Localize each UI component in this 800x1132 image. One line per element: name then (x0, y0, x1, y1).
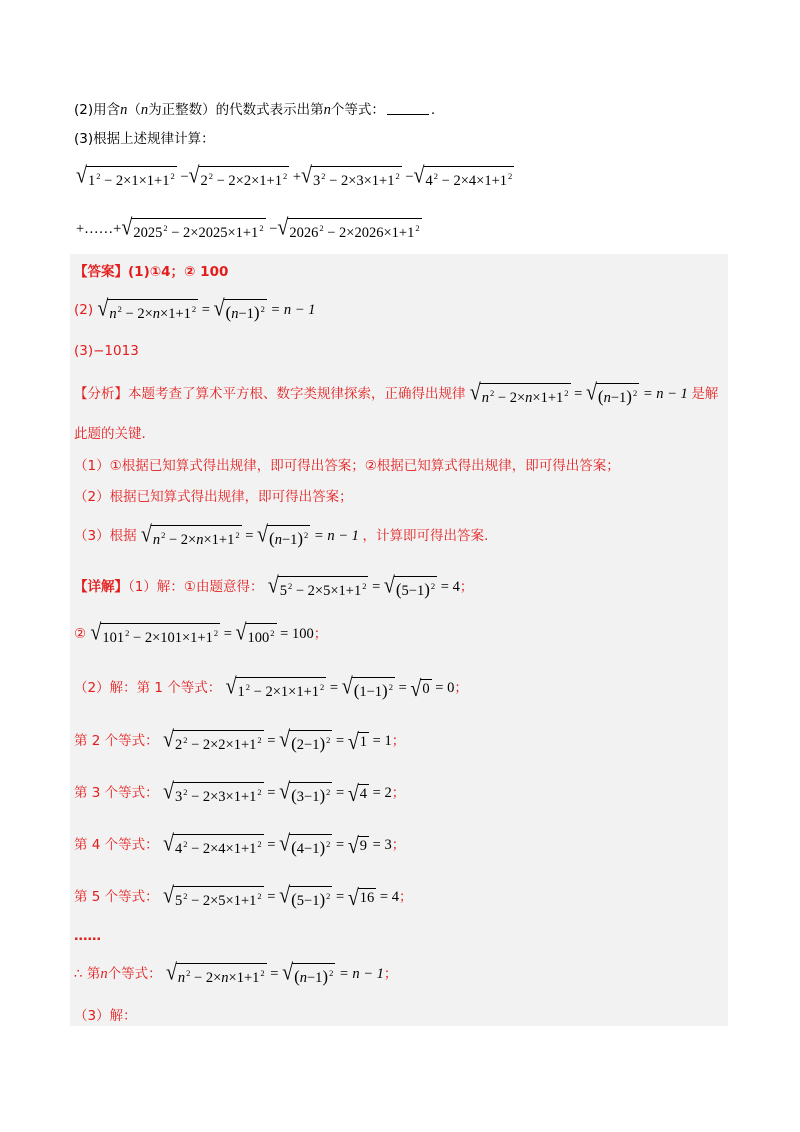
part2-middle: 为正整数）的代数式表示出第 (148, 102, 324, 118)
detail-line-1: 【详解】（1）解：①由题意得： √ $5^2 - 2\times 5\times 1+1^2$ = √ $(5-1)^2$ = 4； (74, 573, 474, 599)
answer-part2-result: = n − 1 (270, 301, 316, 318)
answer-part2-label: (2) (74, 301, 94, 318)
period: . (430, 102, 436, 118)
n-var: n (140, 102, 149, 118)
item3-before: （3）根据 (74, 527, 137, 544)
analysis-label: 【分析】 (74, 385, 128, 402)
n-var: n (120, 102, 128, 118)
semicolon: ； (459, 578, 474, 595)
analysis-item-1: （1）①根据已知算式得出规律，即可得出答案；②根据已知算式得出规律，即可得出答案； (74, 458, 620, 474)
paren-open: （ (127, 102, 141, 118)
n-var: n (100, 965, 108, 982)
eq3-line: 第 3 个等式： √ $3^2 - 2\times 3\times 1+1^2$ = √ $(3-1)^2$ = √ 4 = 2； (74, 779, 406, 807)
dots-line: …… (74, 928, 101, 944)
answer-line-2: (2) √ $n^2 - 2\times n\times 1+1^2$ = √ $(n-1)^2$ = n − 1 (74, 296, 316, 322)
semicolon: ； (391, 784, 406, 801)
detail-label: 【详解】 (74, 578, 128, 595)
eq1-line: （2）解：第 1 个等式： √ $1^2 - 2\times 1\times 1+1^2$ = √ $(1-1)^2$ = √ 0 = 0； (74, 674, 468, 702)
answer-blank (387, 114, 429, 115)
part3-solution-label: （3）解： (74, 1008, 137, 1024)
answer-label: 【答案】 (74, 264, 128, 280)
semicolon: ； (391, 836, 406, 853)
detail-line-2: ② √ $101^2 - 2\times 101\times 1+1^2$ = √ $100^2$ = 100； (74, 620, 328, 646)
n-var: n (323, 102, 331, 118)
eq4-line: 第 4 个等式： √ $4^2 - 2\times 4\times 1+1^2$ = √ $(4-1)^2$ = √ 9 = 3； (74, 831, 406, 859)
eq3-label: 第 3 个等式： (74, 784, 159, 801)
eq5-label: 第 5 个等式： (74, 888, 159, 905)
question-part3: (3)根据上述规律计算： (74, 131, 215, 147)
eq5-line: 第 5 个等式： √ $5^2 - 2\times 5\times 1+1^2$ = √ $(5-1)^2$ = √ 16 = 4； (74, 883, 413, 911)
eq2-label: 第 2 个等式： (74, 732, 159, 749)
semicolon: ； (391, 732, 406, 749)
part2-tail: 个等式： (330, 102, 385, 118)
analysis-text-before: 本题考查了算术平方根、数字类规律探索，正确得出规律 (128, 385, 466, 402)
analysis-text-after: 是解 (691, 385, 719, 402)
eq2-line: 第 2 个等式： √ $2^2 - 2\times 2\times 1+1^2$ = √ $(2-1)^2$ = √ 1 = 1； (74, 727, 406, 755)
nth-line: ∴ 第n个等式： √ $n^2 - 2\times n\times 1+1^2$ = √ $(n-1)^2$ = n − 1； (74, 960, 398, 986)
answer-line-3: (3)−1013 (74, 343, 139, 359)
semicolon: ； (313, 625, 328, 642)
part2-prefix: (2)用含 (74, 102, 121, 118)
calc-row-2: +……+ √ $2025^2 - 2\times 2025\times 1+1^2$ − √ $2026^2 - 2\times 2026\times 1+1^2$ (76, 215, 420, 241)
analysis-line-2: 此题的关键. (74, 426, 146, 442)
semicolon: ； (454, 679, 468, 696)
semicolon: ； (398, 888, 413, 905)
question-part2 (74, 100, 435, 120)
analysis-line-1: 【分析】本题考查了算术平方根、数字类规律探索，正确得出规律 √ $n^2 - 2\times n\times 1+1^2$ = √ $(n-1)^2$ = n − 1 是解 (74, 380, 719, 406)
therefore-label: ∴ 第 (74, 965, 101, 982)
analysis-item-3: （3）根据 √ $n^2 - 2\times n\times 1+1^2$ = √ $(n-1)^2$ = n − 1 ，计算即可得出答案. (74, 522, 489, 548)
eq4-label: 第 4 个等式： (74, 836, 159, 853)
nth-label: 个等式： (107, 965, 162, 982)
circle-2: ② (74, 625, 87, 642)
detail-intro: （1）解：①由题意得： (128, 578, 264, 595)
ellipsis-lead: +……+ (76, 220, 122, 237)
item3-after: ，计算即可得出答案. (362, 527, 489, 544)
answer-part1: (1)①4；② 100 (128, 264, 229, 280)
semicolon: ； (383, 965, 398, 982)
part2-intro: （2）解：第 1 个等式： (74, 679, 222, 696)
calc-row-1: √ $1^2 - 2\times 1\times 1+1^2$ − √ $2^2 - 2\times 2\times 1+1^2$ + √ $3^2 - 2\times 3\times 1+1^2$ − √ $4^2 - 2\times 4\times 1+1^2$ (76, 163, 513, 189)
answer-line-1 (74, 262, 228, 282)
analysis-item-2: （2）根据已知算式得出规律，即可得出答案； (74, 489, 353, 505)
